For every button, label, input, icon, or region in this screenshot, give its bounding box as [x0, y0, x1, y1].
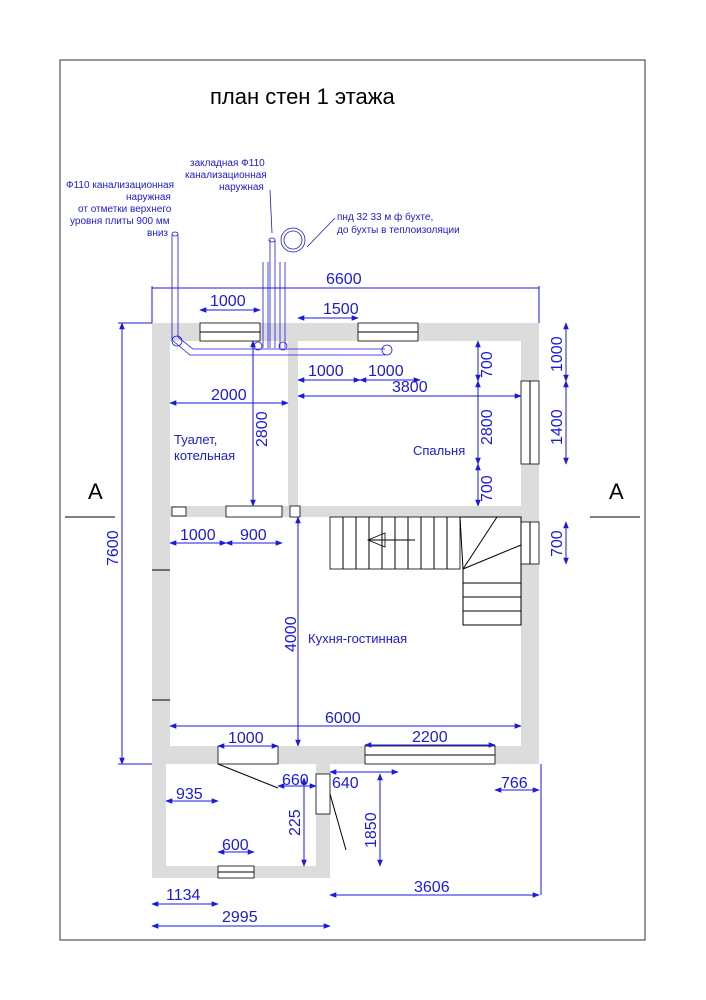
note-pipe-left-4: уровня плиты 900 мм	[70, 216, 170, 227]
dim-window-top-right: 1500	[323, 301, 359, 318]
dim-bedroom-height: 2800	[479, 409, 496, 445]
dim-porch-660: 660	[282, 772, 309, 789]
plan-title: план стен 1 этажа	[210, 84, 395, 109]
dim-pier-1000-a: 1000	[308, 363, 344, 380]
dim-porch-600: 600	[222, 837, 249, 854]
dim-porch-3606: 3606	[414, 879, 450, 896]
note-embedded-2: канализационная	[185, 170, 267, 181]
dim-porch-935: 935	[176, 786, 203, 803]
openings	[152, 323, 539, 878]
dim-overall-width: 6600	[326, 271, 362, 288]
dim-door-900: 900	[240, 527, 267, 544]
note-pnd-1: пнд 32 33 м ф бухте,	[337, 212, 434, 223]
room-bedroom: Спальня	[413, 443, 466, 458]
dim-window-top-left: 1000	[210, 293, 246, 310]
dim-kitchen-width: 6000	[325, 710, 361, 727]
dim-front-window: 2200	[412, 729, 448, 746]
dimension-labels	[105, 271, 566, 926]
dim-pier-1000-b: 1000	[368, 363, 404, 380]
dim-porch-2995: 2995	[222, 909, 258, 926]
room-kitchen: Кухня-гостинная	[308, 631, 408, 646]
note-pipe-left-3: от отметки верхнего	[78, 204, 172, 215]
note-embedded-1: закладная Ф110	[190, 158, 265, 169]
note-pipe-left-2: наружная	[126, 192, 171, 203]
dim-porch-1850: 1850	[363, 812, 380, 848]
dim-right-700-mid: 700	[479, 475, 496, 502]
dim-toilet-width: 2000	[211, 387, 247, 404]
note-embedded-3: наружная	[219, 182, 264, 193]
dim-toilet-height: 2800	[254, 411, 271, 447]
walls	[152, 323, 539, 878]
dim-porch-766: 766	[501, 775, 528, 792]
room-toilet-1: Туалет,	[174, 432, 218, 447]
section-a-left: A	[88, 479, 103, 504]
dim-right-700-low: 700	[549, 530, 566, 557]
dim-front-door: 1000	[228, 730, 264, 747]
dim-right-700-top: 700	[479, 351, 496, 378]
dim-porch-640: 640	[332, 775, 359, 792]
dimension-lines	[118, 286, 566, 926]
room-toilet-2: котельная	[174, 448, 236, 463]
dim-door-1000: 1000	[180, 527, 216, 544]
pipe-notes	[66, 158, 460, 239]
note-pipe-left-1: Ф110 канализационная	[66, 180, 175, 191]
dim-right-wall-top: 1000	[549, 336, 566, 372]
note-pipe-left-5: вниз	[147, 228, 169, 239]
dim-kitchen-height: 4000	[283, 616, 300, 652]
section-a-right: A	[609, 479, 624, 504]
dim-right-window: 1400	[549, 409, 566, 445]
note-pnd-2: до бухты в теплоизоляции	[337, 225, 460, 236]
staircase	[330, 517, 521, 625]
dim-overall-height: 7600	[105, 530, 122, 566]
dim-bedroom-width: 3800	[392, 379, 428, 396]
dim-porch-1134: 1134	[166, 887, 201, 904]
dim-porch-225: 225	[287, 809, 304, 836]
